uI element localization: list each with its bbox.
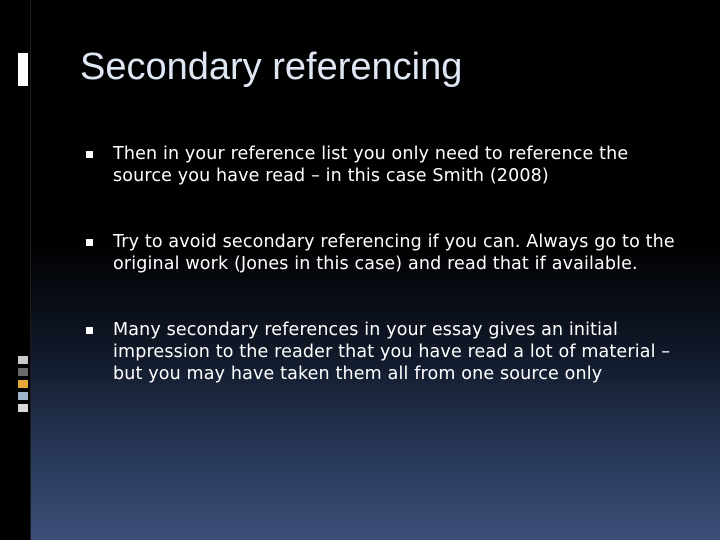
title-accent-bar (18, 53, 28, 86)
bullet-item (86, 231, 686, 275)
band-divider-line (30, 0, 31, 540)
bullet-list (86, 143, 686, 385)
decorative-accent-block (18, 392, 28, 400)
decorative-accent-block (18, 380, 28, 388)
square-bullet-icon (86, 327, 93, 334)
decorative-accent-block (18, 368, 28, 376)
slide-title: Secondary referencing (80, 46, 463, 88)
bullet-item (86, 143, 686, 187)
bullet-text: Many secondary references in your essay gives an initial impression to the reader that you have read a lot of material – but you may have taken them all from one source only (113, 320, 671, 384)
square-bullet-icon (86, 151, 93, 158)
decorative-accent-block (18, 356, 28, 364)
bullet-text: Then in your reference list you only need to reference the source you have read – in this case Smith (2008) (113, 144, 629, 186)
bullet-item (86, 319, 686, 385)
bullet-text: Try to avoid secondary referencing if you can. Always go to the original work (Jones in this case) and read that if available. (113, 232, 675, 274)
square-bullet-icon (86, 239, 93, 246)
decorative-accent-block (18, 404, 28, 412)
